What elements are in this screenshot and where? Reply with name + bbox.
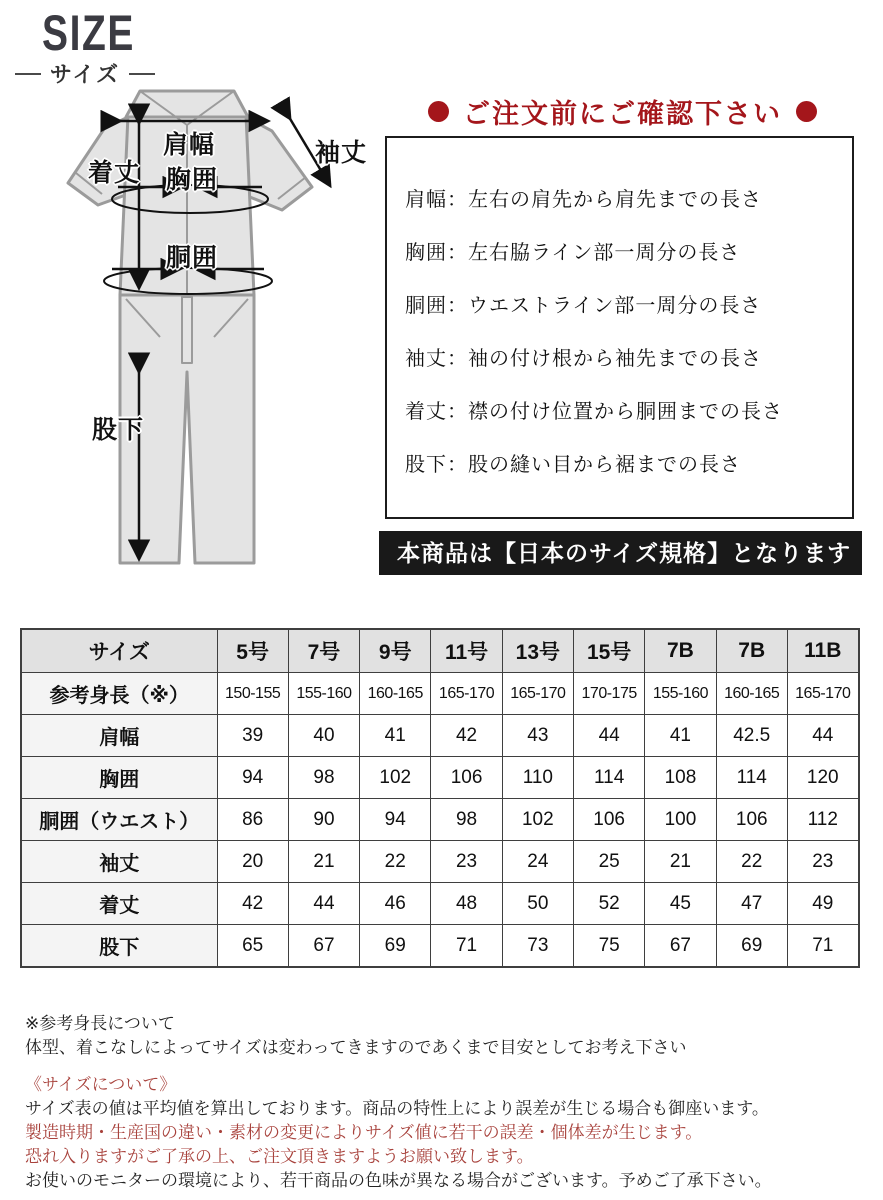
- table-row: [21, 925, 859, 968]
- size-value-cell: 165-170: [502, 673, 573, 715]
- table-row: [21, 757, 859, 799]
- row-label-cell: 胸囲: [21, 757, 217, 799]
- size-col-header: 7B: [645, 629, 716, 673]
- footnote-line: 体型、着こなしによってサイズは変わってきますのであくまで目安としてお考え下さい: [25, 1038, 687, 1057]
- size-value-cell: 98: [288, 757, 359, 799]
- row-label-cell: 参考身長（※）: [21, 673, 217, 715]
- measurement-definition: 胴囲：ウエストライン部一周分の長さ: [405, 295, 762, 317]
- measurement-definition: 股下：股の縫い目から裾までの長さ: [405, 454, 741, 476]
- measurement-definition: 着丈：襟の付け位置から胴囲までの長さ: [405, 401, 783, 423]
- size-value-cell: 106: [573, 799, 644, 841]
- label-chest: 胸囲: [166, 166, 219, 194]
- notice-title-text: ご注文前にご確認下さい: [463, 99, 782, 129]
- size-value-cell: 50: [502, 883, 573, 925]
- notice-header: [390, 92, 855, 131]
- size-value-cell: 52: [573, 883, 644, 925]
- size-value-cell: 65: [217, 925, 288, 968]
- size-table: [20, 628, 860, 968]
- size-value-cell: 102: [360, 757, 431, 799]
- size-value-cell: 170-175: [573, 673, 644, 715]
- table-row: [21, 715, 859, 757]
- size-col-header: 11B: [787, 629, 858, 673]
- size-value-cell: 71: [431, 925, 502, 968]
- size-value-cell: 44: [288, 883, 359, 925]
- size-value-cell: 42: [217, 883, 288, 925]
- size-value-cell: 41: [360, 715, 431, 757]
- size-value-cell: 40: [288, 715, 359, 757]
- size-value-cell: 41: [645, 715, 716, 757]
- size-value-cell: 165-170: [431, 673, 502, 715]
- size-value-cell: 114: [716, 757, 787, 799]
- size-value-cell: 90: [288, 799, 359, 841]
- size-value-cell: 48: [431, 883, 502, 925]
- size-col-header: サイズ: [21, 629, 217, 673]
- size-col-header: 5号: [217, 629, 288, 673]
- size-value-cell: 86: [217, 799, 288, 841]
- size-value-cell: 22: [716, 841, 787, 883]
- size-col-header: 11号: [431, 629, 502, 673]
- size-value-cell: 150-155: [217, 673, 288, 715]
- size-col-header: 15号: [573, 629, 644, 673]
- row-label-cell: 胴囲（ウエスト）: [21, 799, 217, 841]
- size-value-cell: 160-165: [360, 673, 431, 715]
- row-label-cell: 袖丈: [21, 841, 217, 883]
- footnotes: [25, 1012, 870, 1193]
- table-header-row: [21, 629, 859, 673]
- measurement-definition: 肩幅：左右の肩先から肩先までの長さ: [405, 189, 762, 211]
- size-col-header: 9号: [360, 629, 431, 673]
- size-value-cell: 94: [360, 799, 431, 841]
- size-value-cell: 160-165: [716, 673, 787, 715]
- table-row: [21, 883, 859, 925]
- size-value-cell: 112: [787, 799, 858, 841]
- garment-measure-diagram: [60, 85, 395, 590]
- size-value-cell: 71: [787, 925, 858, 968]
- red-dot-icon: [796, 101, 817, 122]
- footnote-line: 《サイズについて》: [25, 1075, 177, 1094]
- size-value-cell: 21: [645, 841, 716, 883]
- size-value-cell: 73: [502, 925, 573, 968]
- footnote-line: 恐れ入りますがご了承の上、ご注文頂きますようお願い致します。: [25, 1147, 534, 1166]
- size-value-cell: 44: [787, 715, 858, 757]
- size-value-cell: 42.5: [716, 715, 787, 757]
- size-value-cell: 106: [431, 757, 502, 799]
- size-value-cell: 98: [431, 799, 502, 841]
- size-standard-bar: 本商品は【日本のサイズ規格】となります: [379, 531, 862, 575]
- size-value-cell: 106: [716, 799, 787, 841]
- size-value-cell: 100: [645, 799, 716, 841]
- dash-left-decoration: [15, 73, 41, 75]
- label-body-length: 着丈: [88, 159, 141, 187]
- size-value-cell: 25: [573, 841, 644, 883]
- size-col-header: 7号: [288, 629, 359, 673]
- size-value-cell: 23: [787, 841, 858, 883]
- size-value-cell: 69: [716, 925, 787, 968]
- size-value-cell: 42: [431, 715, 502, 757]
- row-label-cell: 股下: [21, 925, 217, 968]
- size-value-cell: 67: [288, 925, 359, 968]
- size-value-cell: 44: [573, 715, 644, 757]
- footnote-line: ※参考身長について: [25, 1014, 175, 1033]
- label-shoulder-width: 肩幅: [163, 131, 216, 159]
- size-value-cell: 75: [573, 925, 644, 968]
- measurement-definition: 胸囲：左右脇ライン部一周分の長さ: [405, 242, 741, 264]
- table-row: [21, 841, 859, 883]
- size-col-header: 13号: [502, 629, 573, 673]
- size-value-cell: 165-170: [787, 673, 858, 715]
- size-value-cell: 94: [217, 757, 288, 799]
- size-value-cell: 20: [217, 841, 288, 883]
- size-value-cell: 21: [288, 841, 359, 883]
- size-value-cell: 46: [360, 883, 431, 925]
- label-sleeve-length: 袖丈: [315, 139, 368, 167]
- measurement-definition: 袖丈：袖の付け根から袖先までの長さ: [405, 348, 762, 370]
- size-value-cell: 108: [645, 757, 716, 799]
- size-value-cell: 155-160: [288, 673, 359, 715]
- size-value-cell: 23: [431, 841, 502, 883]
- dash-right-decoration: [129, 73, 155, 75]
- measurement-definitions-box: [385, 136, 854, 519]
- size-value-cell: 114: [573, 757, 644, 799]
- size-value-cell: 22: [360, 841, 431, 883]
- size-value-cell: 39: [217, 715, 288, 757]
- footnote-line: サイズ表の値は平均値を算出しております。商品の特性上により誤差が生じる場合も御座います。: [25, 1099, 769, 1118]
- size-value-cell: 47: [716, 883, 787, 925]
- page-subtitle-text: サイズ: [49, 62, 121, 87]
- table-row: [21, 799, 859, 841]
- size-value-cell: 69: [360, 925, 431, 968]
- footnote-line: お使いのモニターの環境により、若干商品の色味が異なる場合がございます。予めご了承下さい。: [25, 1171, 772, 1190]
- size-value-cell: 67: [645, 925, 716, 968]
- red-dot-icon: [428, 101, 449, 122]
- label-inseam: 股下: [92, 416, 145, 444]
- size-value-cell: 102: [502, 799, 573, 841]
- footnote-line: 製造時期・生産国の違い・素材の変更によりサイズ値に若干の誤差・個体差が生じます。: [25, 1123, 703, 1142]
- size-value-cell: 43: [502, 715, 573, 757]
- row-label-cell: 着丈: [21, 883, 217, 925]
- size-value-cell: 120: [787, 757, 858, 799]
- page-title: SIZE: [42, 5, 135, 61]
- size-value-cell: 155-160: [645, 673, 716, 715]
- size-value-cell: 49: [787, 883, 858, 925]
- row-label-cell: 肩幅: [21, 715, 217, 757]
- label-waist: 胴囲: [166, 244, 219, 272]
- size-value-cell: 110: [502, 757, 573, 799]
- table-row: [21, 673, 859, 715]
- size-value-cell: 45: [645, 883, 716, 925]
- size-col-header: 7B: [716, 629, 787, 673]
- size-value-cell: 24: [502, 841, 573, 883]
